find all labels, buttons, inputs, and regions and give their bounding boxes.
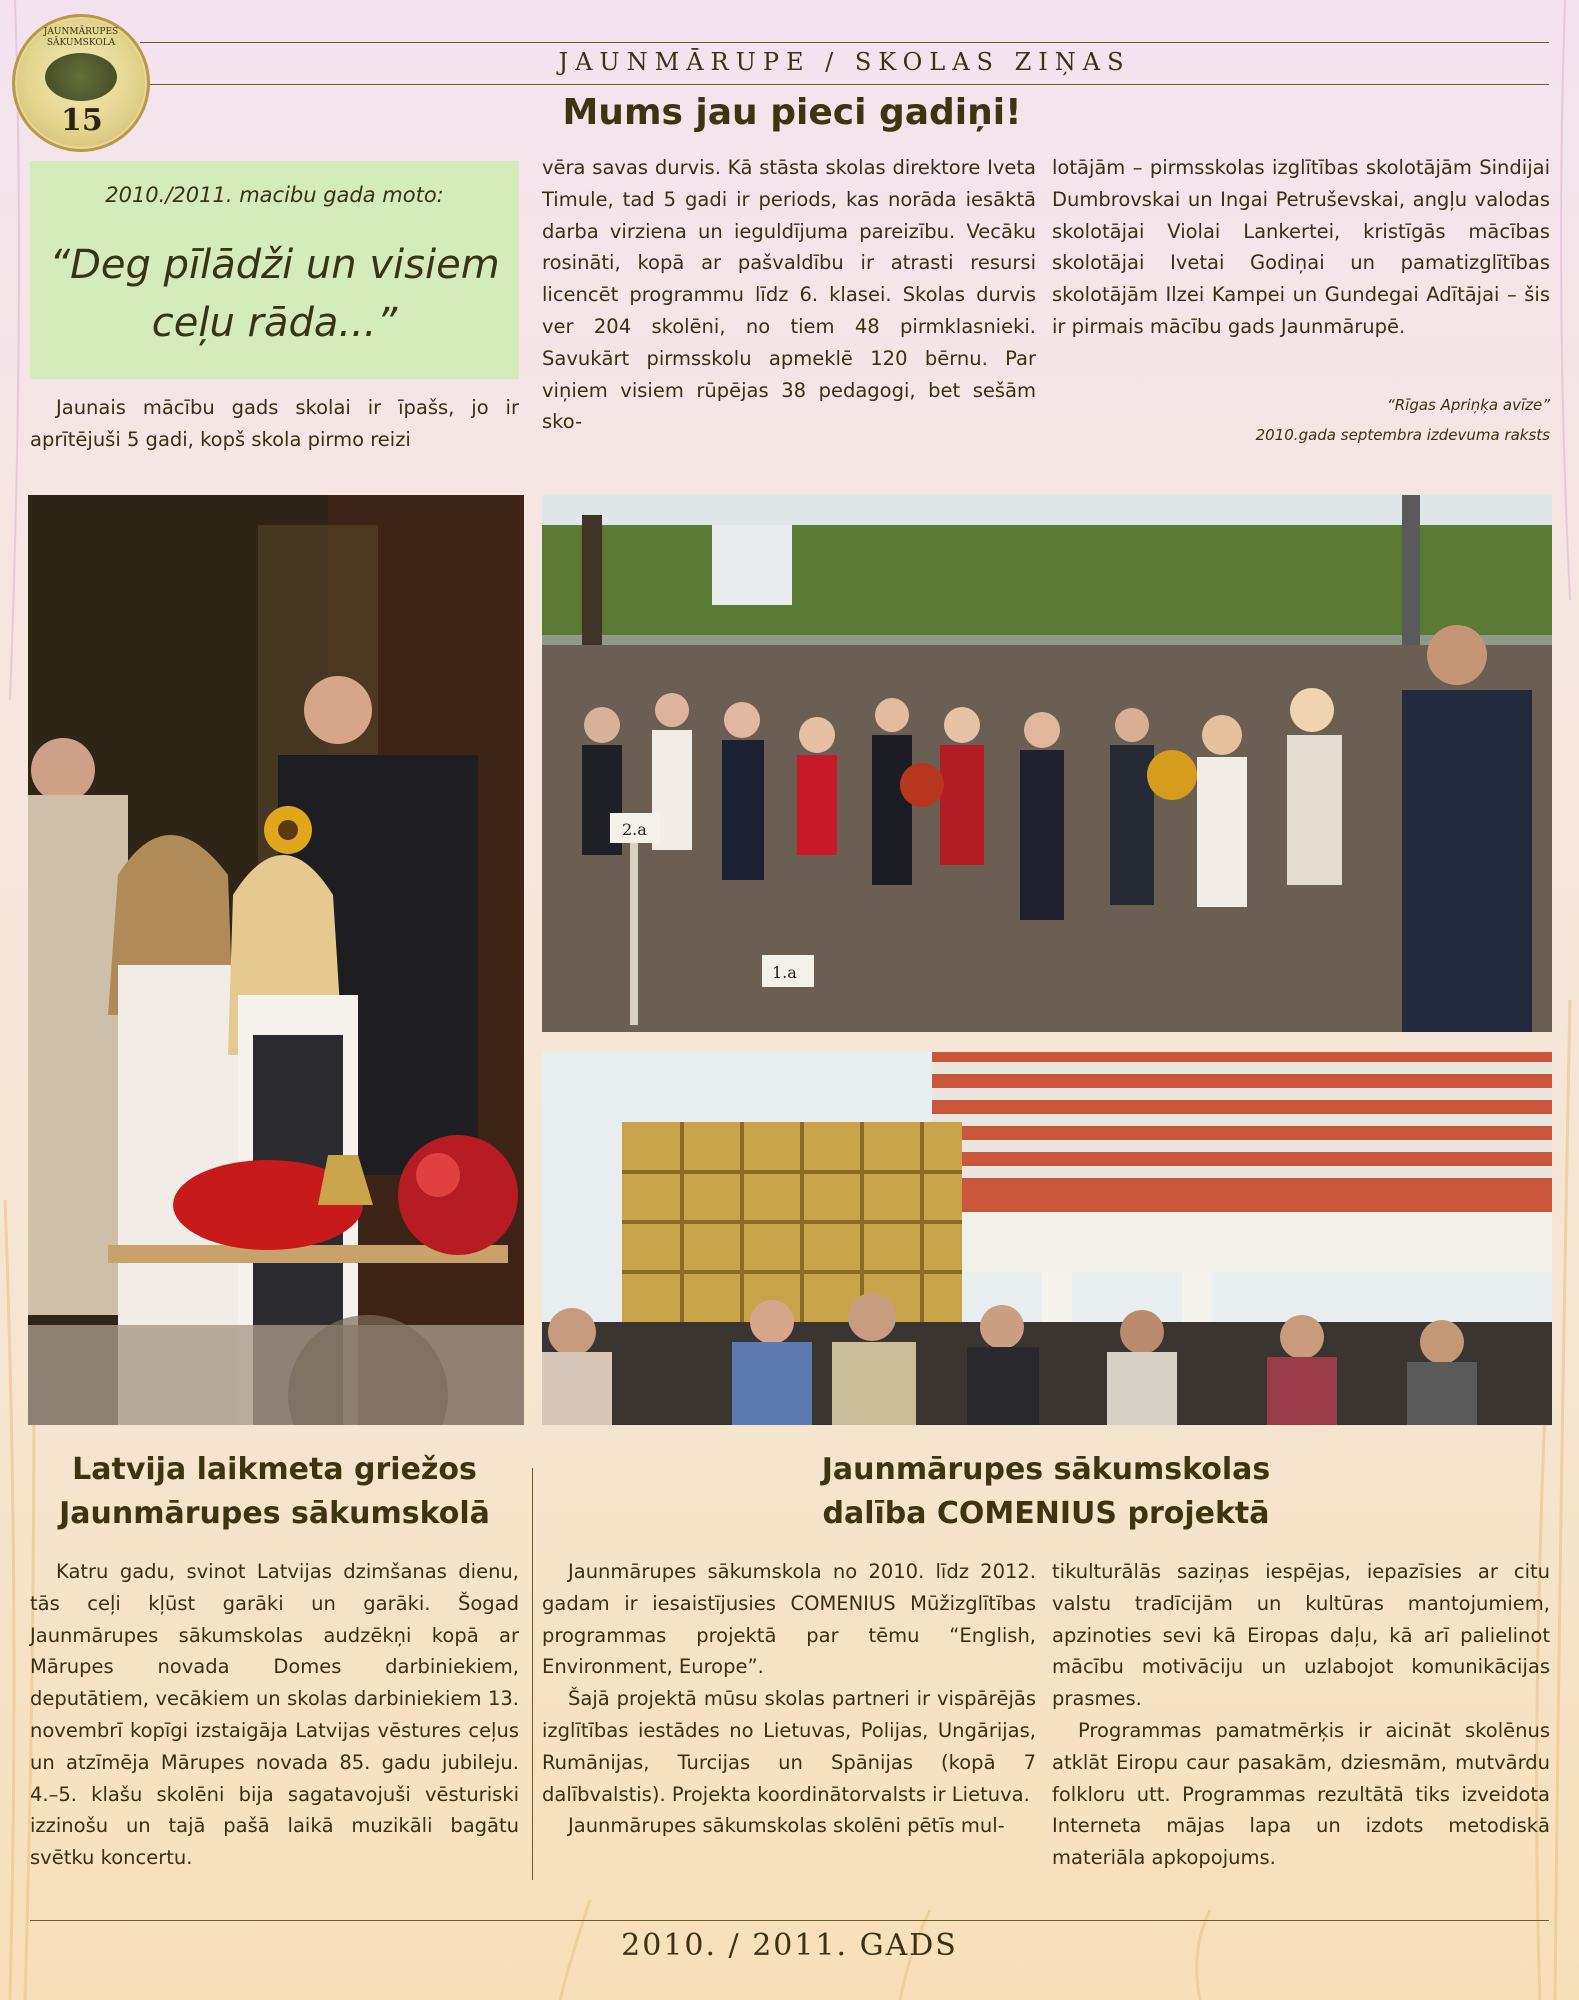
section-right-col-2 — [1052, 1556, 1550, 1874]
article-col-2 — [542, 152, 1036, 438]
source-publication: “Rīgas Apriņķa avīze” — [1386, 396, 1550, 414]
section-left-title-line-1: Latvija laikmeta griežos — [72, 1452, 477, 1487]
section-right-title — [542, 1448, 1550, 1536]
article-title: Mums jau pieci gadiņi! — [562, 92, 1022, 133]
logo-arc-text — [15, 27, 147, 49]
moto-label: 2010./2011. macibu gada moto: — [105, 183, 444, 207]
tree-icon — [45, 53, 117, 101]
header-rule-top — [140, 42, 1549, 43]
section-left-body — [30, 1556, 519, 1874]
article-col-3 — [1052, 152, 1550, 343]
section-right-title-line-2: dalība COMENIUS projektā — [822, 1496, 1270, 1531]
logo-arc-text-1: JAUNMĀRUPES — [43, 27, 119, 37]
page-number: 15 — [61, 103, 103, 138]
moto-quote — [30, 236, 519, 352]
section-right-col-2-p2: Programmas pamatmērķis ir aicināt skolēnus atklāt Eiropu caur pasakām, dziesmām, mutvārdu folkloru utt. Programmas rezultātā tiks izveidota Interneta mājas lapa un izdots metodiskā materiāla apkopojums. — [1052, 1718, 1550, 1870]
article-col-3-text: lotājām – pirmsskolas izglītības skolotājām Sindijai Dumbrovskai un Ingai Petruševskai, angļu valodas skolotājai Violai Lankertei, kristīgās mācības skolotājai Ivetai Godiņai un pamatizglītības skolotājām Ilzei Kampei un Gundegai Adītājai – šis ir pirmais mācību gads Jaunmārupē. — [1052, 156, 1550, 338]
footer-year: 2010. / 2011. GADS — [621, 1928, 958, 1963]
section-left-title — [30, 1448, 519, 1536]
section-right-col-1-p2: Šajā projektā mūsu skolas partneri ir vispārējās izglītības iestādes no Lietuvas, Polijas, Ungārijas, Rumānijas, Turcijas un Spānijas (kopā 7 dalībvalstis). Projekta koordinātorvalsts ir Lietuva. — [542, 1687, 1036, 1806]
moto-quote-line-1: “Deg pīlādži un visiem — [49, 242, 500, 288]
header-rule-bottom — [140, 84, 1549, 85]
photo-school-building — [542, 1052, 1552, 1425]
photo-ceremony-girls — [28, 495, 524, 1425]
sign-1a: 1.a — [772, 963, 797, 982]
section-right-title-line-1: Jaunmārupes sākumskolas — [821, 1452, 1271, 1487]
photo-procession — [542, 495, 1552, 1032]
source-issue: 2010.gada septembra izdevuma raksts — [1255, 426, 1550, 444]
article-col-1 — [30, 392, 519, 456]
section-right-col-1-p1: Jaunmārupes sākumskola no 2010. līdz 2012. gadam ir iesaistījusies COMENIUS Mūžizglītības programmas projektā par tēmu “English, Environment, Europe”. — [542, 1560, 1036, 1679]
article-col-2-text: vēra savas durvis. Kā stāsta skolas direktore Iveta Timule, tad 5 gadi ir periods, kas norāda iesāktā darba virziena un ieguldījuma pareizību. Vecāku rosināti, kopā ar pašvaldību ir atrasti resursi licencēt programmu līdz 6. klasei. Skolas durvis ver 204 skolēni, no tiem 48 pirmklasnieki. Savukārt pirmsskolu apmeklē 120 bērnu. Par viņiem visiem rūpējas 38 pedagogi, bet sešām sko- — [542, 156, 1036, 434]
moto-box — [30, 161, 519, 379]
section-right-col-1-p3: Jaunmārupes sākumskolas skolēni pētīs mul- — [568, 1814, 1005, 1838]
column-divider — [532, 1468, 533, 1880]
section-left-title-line-2: Jaunmārupes sākumskolā — [59, 1496, 490, 1531]
school-logo — [12, 14, 150, 152]
article-source — [1052, 390, 1550, 450]
header-title: JAUNMĀRUPE / SKOLAS ZIŅAS — [558, 48, 1131, 76]
section-left-text: Katru gadu, svinot Latvijas dzimšanas dienu, tās ceļi kļūst garāki un garāki. Šogad Jaunmārupes sākumskolas audzēkņi kopā ar Mārupes novada Domes darbiniekiem, deputātiem, vecākiem un skolas darbiniekiem 13. novembrī kopīgi izstaigāja Latvijas vēstures ceļus un atzīmēja Mārupes novada 85. gadu jubileju. 4.–5. klašu skolēni bija sagatavojuši vēsturiski izzinošu un tajā pašā laikā muzikāli bagātu svētku koncertu. — [30, 1560, 519, 1870]
footer-rule — [30, 1920, 1549, 1921]
section-right-col-2-p1: tikulturālās saziņas iespējas, iepazīsies ar citu valstu tradīcijām un kultūras mantojumiem, apzinoties sevi kā Eiropas daļu, kā arī palielinot mācību motivāciju un uzlabojot komunikācijas prasmes. — [1052, 1560, 1550, 1711]
section-right-col-1 — [542, 1556, 1036, 1842]
moto-quote-line-2: ceļu rāda...” — [151, 300, 398, 346]
article-col-1-text: Jaunais mācību gads skolai ir īpašs, jo ir aprītējuši 5 gadi, kopš skola pirmo reizi — [30, 396, 519, 451]
logo-arc-text-2: SĀKUMSKOLA — [46, 38, 116, 48]
sign-2a: 2.a — [622, 820, 647, 839]
